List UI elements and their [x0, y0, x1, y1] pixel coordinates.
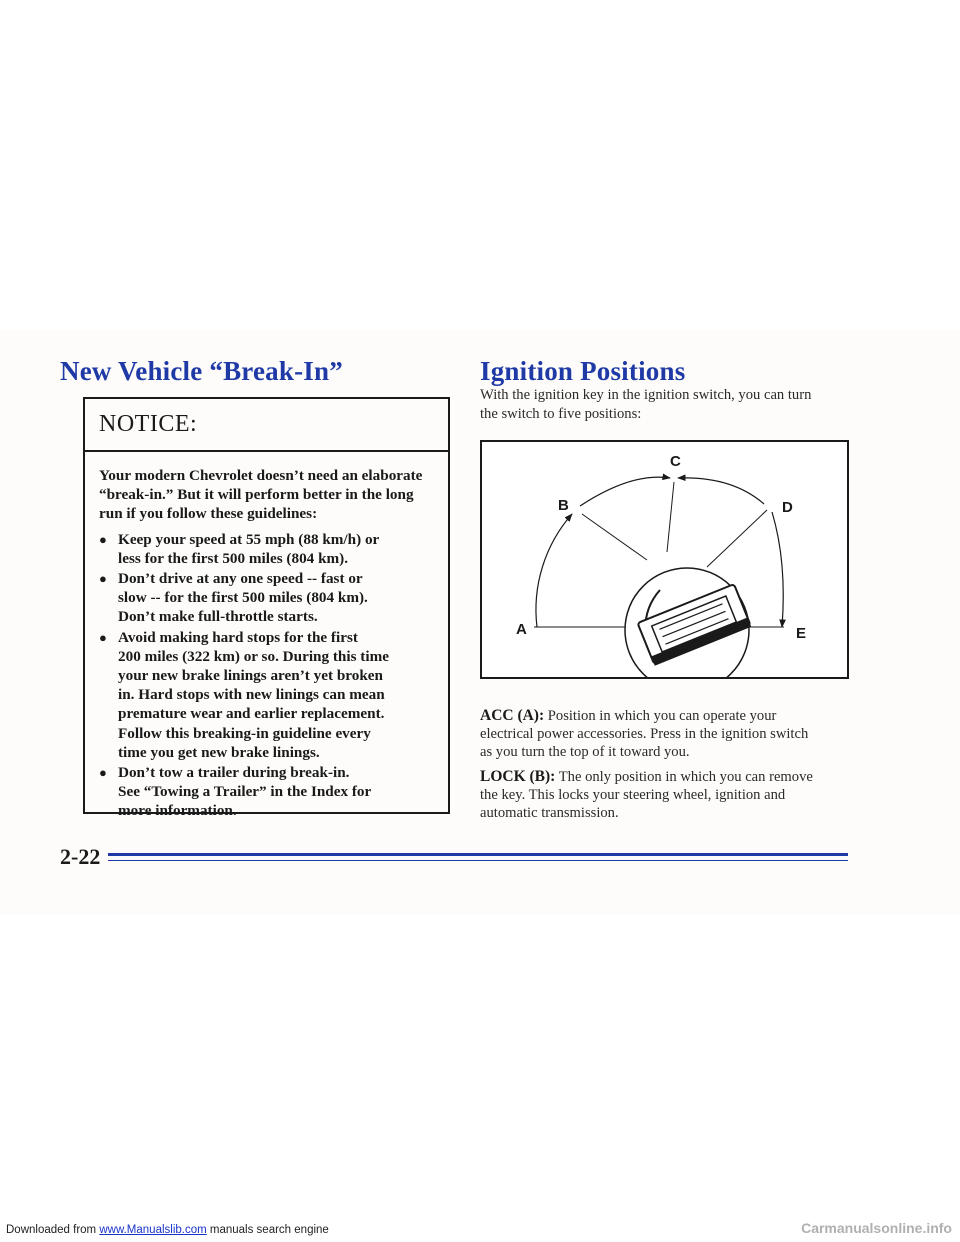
bullet-icon: ● [99, 531, 107, 547]
ignition-switch-illustration [482, 442, 847, 677]
bullet-icon: ● [99, 571, 107, 587]
watermark: Carmanualsonline.info [801, 1220, 952, 1236]
footer-rule-thin [108, 860, 848, 861]
notice-item-trailer: ● Don’t tow a trailer during break-in. See “Towing a Trailer” in the Index for more information. [99, 764, 372, 820]
label-c: C [670, 453, 681, 470]
ignition-diagram [480, 440, 849, 679]
download-footer: Downloaded from www.Manualslib.com manuals search engine [6, 1224, 329, 1236]
notice-item-speed: ● Keep your speed at 55 mph (88 km/h) or less for the first 500 miles (804 km). [99, 530, 380, 567]
leader-d [707, 510, 767, 567]
notice-body [85, 452, 448, 821]
label-d: D [782, 499, 793, 516]
ignition-intro: With the ignition key in the ignition switch, you can turn the switch to five positions: [480, 387, 812, 422]
notice-list [99, 530, 436, 821]
label-e: E [796, 625, 807, 642]
label-a: A [516, 621, 527, 638]
notice-heading: NOTICE: [85, 399, 448, 452]
footer-rule [108, 853, 848, 856]
label-b: B [558, 497, 569, 514]
leader-c [667, 482, 674, 552]
notice-item-hard-stops: ● Avoid making hard stops for the first 200 miles (322 km) or so. During this time your new brake linings aren’t yet broken in. Hard stops with new linings can mean premature wear and earlier replacement. Follow this breaking-in guideline every time you get new brake linings. [99, 628, 389, 761]
acc-description: ACC (A): Position in which you can operate your electrical power accessories. Press in the ignition switch as you turn the top of it toward you. [480, 707, 809, 760]
bullet-icon: ● [99, 765, 107, 781]
arc-c-d [678, 478, 764, 504]
lock-description: LOCK (B): The only position in which you can remove the key. This locks your steering wheel, ignition and automatic transmission. [480, 768, 813, 821]
arc-b-c [580, 477, 670, 506]
notice-box [83, 397, 450, 820]
leader-b [582, 514, 647, 560]
bullet-icon: ● [99, 629, 107, 645]
notice-intro: Your modern Chevrolet doesn’t need an elaborate “break-in.” But it will perform better in the long run if you follow these guidelines: [99, 467, 423, 523]
page-number: 2-22 [60, 844, 101, 869]
arc-a-b [536, 514, 572, 627]
manualslib-link[interactable]: www.Manualslib.com [99, 1224, 207, 1236]
section-title-ignition-positions: Ignition Positions [480, 356, 686, 386]
notice-item-vary-speed: ● Don’t drive at any one speed -- fast or slow -- for the first 500 miles (804 km). Don’t make full-throttle starts. [99, 570, 368, 626]
arc-d-e [772, 512, 783, 627]
section-title-break-in: New Vehicle “Break-In” [60, 356, 343, 386]
